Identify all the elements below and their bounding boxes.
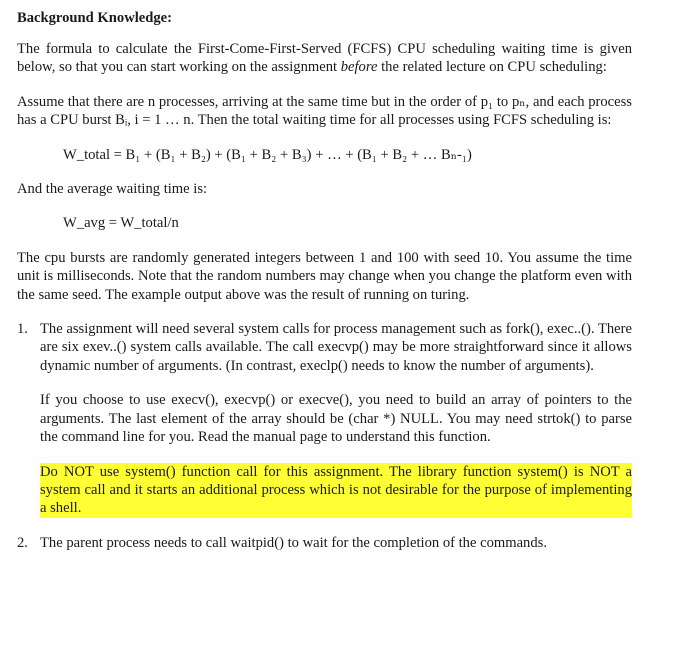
total-waiting-formula: W_total = B₁ + (B₁ + B₂) + (B₁ + B₂ + B₃) + … + (B₁ + B₂ + … Bₙ-₁) (63, 146, 472, 163)
assumption-paragraph: Assume that there are n processes, arriving at the same time but in the order of p₁ to pₙ, and each process has a CPU burst Bᵢ, i = 1 … n. Then the total waiting time for all processes using FCFS scheduling is: (17, 93, 632, 129)
list-item-number: 1. (17, 321, 28, 338)
list-item-number: 2. (17, 534, 28, 551)
exec-array-paragraph: If you choose to use execv(), execvp() or execve(), you need to build an array of pointers to the arguments. The last element of the array should be (char *) NULL. You may need strtok() to parse the command line for you. Read the manual page to understand this function. (40, 392, 632, 446)
intro-text-after: the related lecture on CPU scheduling: (377, 59, 607, 76)
intro-paragraph (17, 40, 632, 77)
list-item (17, 320, 632, 518)
warning-paragraph (40, 463, 632, 518)
cpu-bursts-paragraph: The cpu bursts are randomly generated integers between 1 and 100 with seed 10. You assume the time unit is milliseconds. Note that the random numbers may change when you change the platform even with the same seed. The example output above was the result of running on turing. (17, 249, 632, 303)
intro-emphasis: before (340, 59, 378, 76)
system-calls-paragraph: The assignment will need several system calls for process management such as fork(), exec..(). There are six exev..() system calls available. The call execvp() may be more straightforward since it allows dynamic number of arguments. (In contrast, execlp() needs to know the number of arguments). (40, 321, 632, 374)
instructions-list (17, 320, 632, 552)
list-item (17, 534, 632, 552)
average-waiting-formula: W_avg = W_total/n (63, 215, 179, 232)
highlighted-warning: Do NOT use system() function call for this assignment. The library function system() is NOT a system call and it starts an additional process which is not desirable for the purpose of implementing a shell. (40, 463, 632, 517)
waitpid-paragraph: The parent process needs to call waitpid() to wait for the completion of the commands. (40, 534, 547, 551)
average-intro: And the average waiting time is: (17, 181, 208, 198)
section-heading: Background Knowledge: (17, 10, 173, 26)
intro-text-before: The formula to calculate the First-Come-First-Served (FCFS) CPU scheduling waiting time is given below, so that you can start working on the assignment (17, 41, 632, 76)
